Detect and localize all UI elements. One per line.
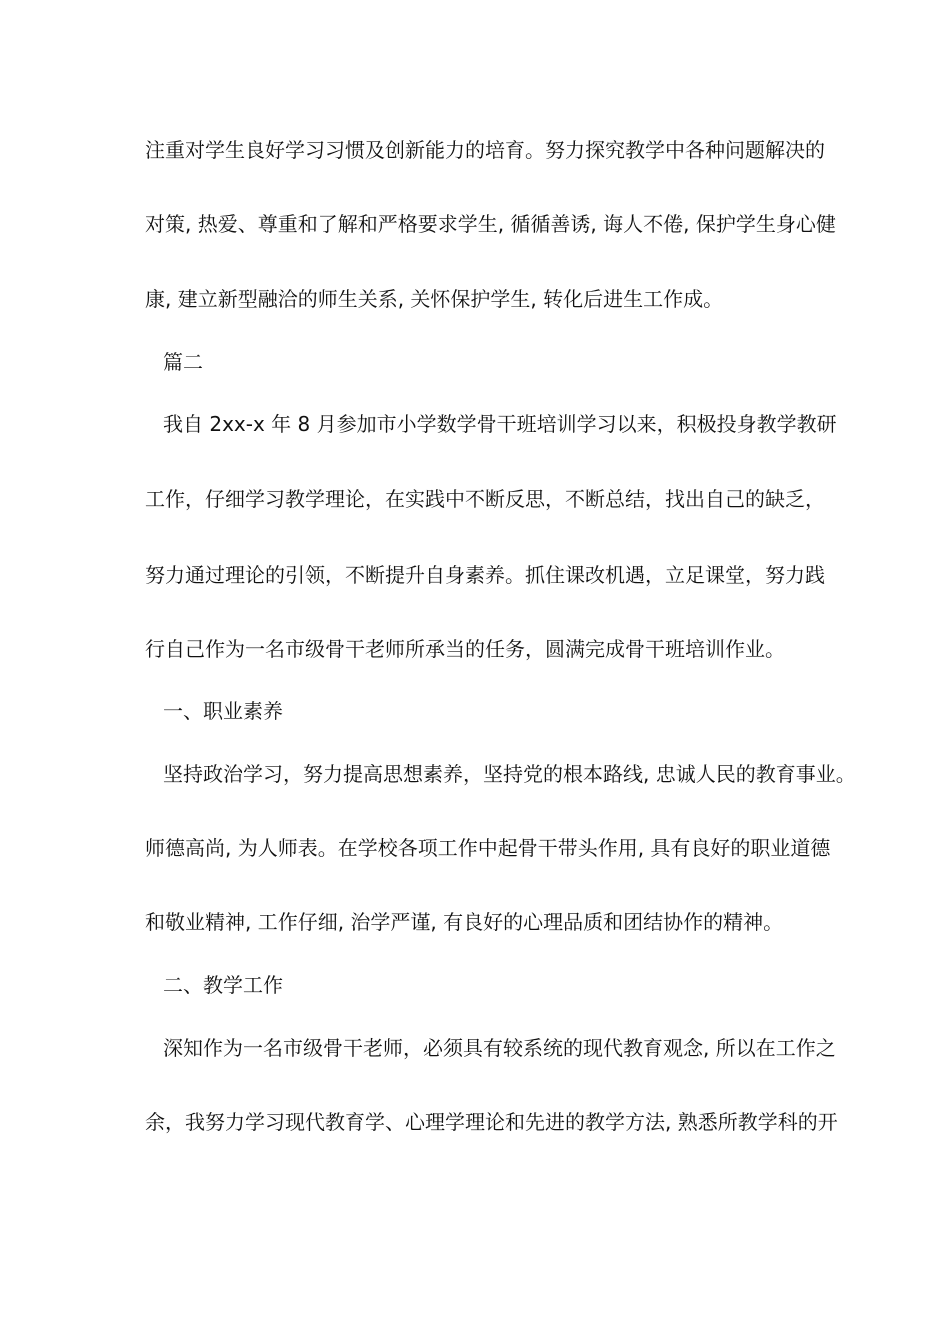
text-line: 注重对学生良好学习习惯及创新能力的培育。努力探究教学中各种问题解决的 (145, 138, 825, 162)
text-line: 对策, 热爱、尊重和了解和严格要求学生, 循循善诱, 诲人不倦, 保护学生身心健 (145, 212, 836, 236)
section-heading: 一、职业素养 (163, 699, 283, 723)
text-line: 努力通过理论的引领，不断提升自身素养。抓住课改机遇，立足课堂，努力践 (145, 563, 825, 587)
text-line: 深知作为一名市级骨干老师，必须具有较系统的现代教育观念, 所以在工作之 (163, 1036, 836, 1060)
text-line: 和敬业精神, 工作仔细, 治学严谨, 有良好的心理品质和团结协作的精神。 (145, 910, 784, 934)
text-line: 康, 建立新型融洽的师生关系, 关怀保护学生, 转化后进生工作成。 (145, 287, 724, 311)
text-line: 我自 2xx-x 年 8 月参加市小学数学骨干班培训学习以来，积极投身教学教研 (163, 412, 837, 436)
text-line: 师德高尚, 为人师表。在学校各项工作中起骨干带头作用, 具有良好的职业道德 (145, 836, 831, 860)
section-heading: 二、教学工作 (163, 973, 283, 997)
text-line: 余，我努力学习现代教育学、心理学理论和先进的教学方法, 熟悉所教学科的开 (145, 1110, 838, 1134)
text-line: 坚持政治学习，努力提高思想素养，坚持党的根本路线, 忠诚人民的教育事业。 (163, 762, 856, 786)
section-heading: 篇二 (163, 350, 203, 374)
text-line: 工作，仔细学习教学理论，在实践中不断反思，不断总结，找出自己的缺乏， (145, 487, 825, 511)
text-line: 行自己作为一名市级骨干老师所承当的任务，圆满完成骨干班培训作业。 (145, 637, 785, 661)
